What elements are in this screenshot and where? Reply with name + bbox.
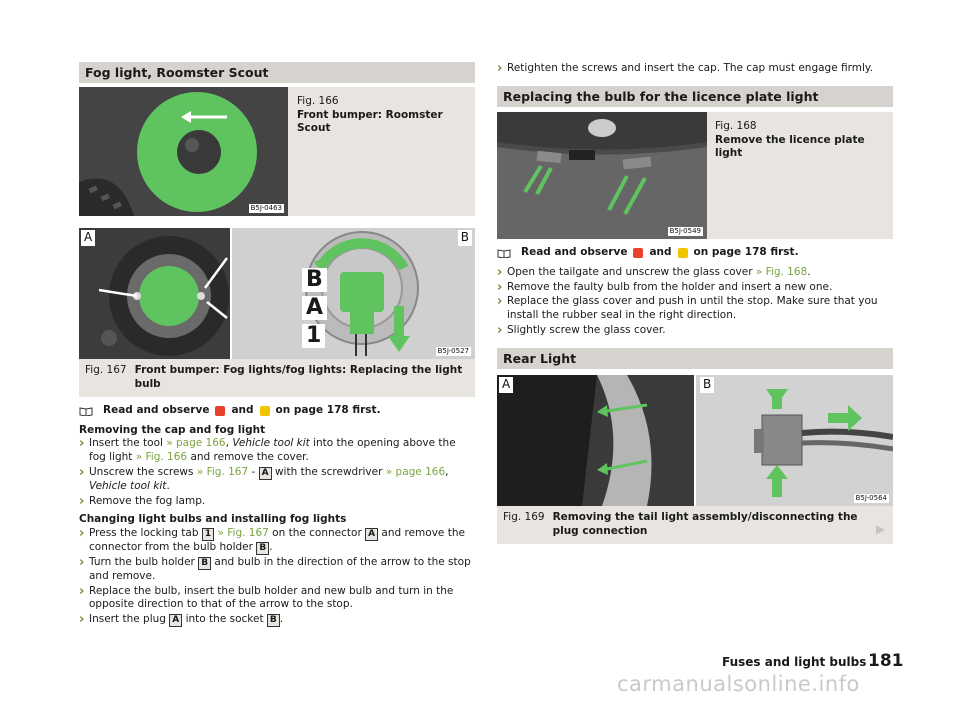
right-column — [497, 62, 893, 544]
figure-166 — [79, 87, 475, 216]
text: . — [807, 265, 811, 278]
fig-168-image — [497, 112, 707, 239]
page-ref-link[interactable]: » page 166 — [166, 437, 226, 450]
tail-light-illustration — [497, 375, 694, 506]
step-press-tab — [79, 527, 475, 555]
fig-168-caption — [715, 120, 893, 161]
subheading-removing: Removing the cap and fog light — [79, 423, 266, 436]
text: Vehicle tool kit — [89, 480, 167, 493]
fig-ref-link[interactable]: » Fig. 167 — [196, 466, 249, 479]
fog-light-illustration — [79, 87, 288, 216]
fig-167-number: Fig. 167 — [85, 364, 127, 376]
label-box: B — [256, 542, 269, 555]
mark-b: B — [302, 268, 327, 292]
step-remove-lamp: › Remove the fog lamp. — [79, 495, 475, 509]
text: and remove the cover. — [190, 451, 309, 464]
mark-1: 1 — [302, 324, 325, 348]
left-column — [79, 62, 475, 628]
note-mid: and — [231, 403, 254, 416]
step-retighten: › Retighten the screws and insert the cap. The cap must engage firmly. — [497, 62, 893, 76]
bulb-holder-illustration — [232, 228, 475, 359]
text: Insert the plug — [89, 613, 166, 626]
text: , — [445, 466, 449, 479]
warning-red-icon — [215, 406, 225, 416]
fig-167-images — [79, 228, 475, 359]
panel-letter-a: A — [499, 377, 513, 393]
fig-ref-link[interactable]: » Fig. 168 — [755, 265, 808, 278]
fig-ref-link[interactable]: » Fig. 166 — [135, 451, 188, 464]
text: Open the tailgate and unscrew the glass cover — [507, 265, 753, 278]
fig-169-title: Removing the tail light assembly/disconnecting the plug connection — [552, 511, 858, 537]
warning-yellow-icon — [678, 248, 688, 258]
read-observe-note — [79, 404, 475, 418]
fig-169-panel-a — [497, 375, 694, 506]
book-icon — [497, 248, 511, 258]
warning-yellow-icon — [260, 406, 270, 416]
step-screw-cover: › Slightly screw the glass cover. — [497, 324, 893, 338]
figure-168 — [497, 112, 893, 239]
watermark: carmanualsonline.info — [617, 672, 860, 696]
step-open-tailgate — [497, 266, 893, 280]
figure-167 — [79, 228, 475, 397]
fig-166-image — [79, 87, 288, 216]
label-box: 1 — [202, 528, 214, 541]
text: Unscrew the screws — [89, 466, 194, 479]
footer-chapter-title: Fuses and light bulbs — [722, 655, 867, 669]
text: . — [166, 480, 170, 493]
step-replace-cover: › Replace the glass cover and push in until the stop. Make sure that you install the rubber seal in the right direction. — [497, 295, 893, 323]
fig-167-panel-b — [232, 228, 475, 359]
text: Turn the bulb holder — [89, 555, 195, 568]
step-replace-bulb: › Replace the bulb, insert the bulb holder and new bulb and turn in the opposite direction to that of the arrow to the stop. — [79, 585, 475, 613]
fig-ref-link[interactable]: » Fig. 167 — [217, 526, 269, 539]
tailgate-illustration — [497, 112, 707, 239]
fig-167-caption — [79, 359, 475, 397]
text: Vehicle tool kit — [232, 437, 310, 450]
fig-169-number: Fig. 169 — [503, 511, 545, 524]
note-suffix: on page 178 first. — [693, 245, 799, 258]
section-title-licence-plate: Replacing the bulb for the licence plate light — [497, 86, 893, 107]
subheading-changing: Changing light bulbs and installing fog lights — [79, 512, 347, 525]
fig-166-number: Fig. 166 — [297, 95, 339, 107]
label-box: A — [259, 467, 272, 480]
note-prefix: Read and observe — [103, 403, 210, 416]
mark-a: A — [302, 296, 327, 320]
read-observe-note — [497, 246, 893, 260]
label-box: B — [267, 614, 280, 627]
text: Press the locking tab — [89, 526, 199, 539]
text: Insert the tool — [89, 437, 163, 450]
text: and remove the connector from the bulb holder — [89, 526, 465, 553]
note-mid: and — [649, 245, 672, 258]
fig-169-caption — [497, 506, 893, 544]
text: on the connector — [272, 526, 362, 539]
text: , — [225, 437, 229, 450]
fig-167-title: Front bumper: Fog lights/fog lights: Replacing the light bulb — [134, 364, 463, 390]
fig-166-title: Front bumper: Roomster Scout — [297, 108, 443, 135]
section-title-fog-light: Fog light, Roomster Scout — [79, 62, 475, 83]
text: and bulb in the direction of the arrow to the stop and remove. — [89, 555, 471, 582]
panel-letter-a: A — [81, 230, 95, 246]
fog-lamp-housing-illustration — [79, 228, 230, 359]
image-code: B5J-0549 — [669, 226, 701, 235]
text: . — [269, 540, 273, 553]
step-insert-tool — [79, 437, 475, 465]
panel-letter-b: B — [458, 230, 472, 246]
text: with the screwdriver — [274, 466, 383, 479]
step-turn-holder — [79, 556, 475, 584]
text: into the opening above the fog light — [89, 437, 456, 464]
note-suffix: on page 178 first. — [275, 403, 381, 416]
image-code: B5J-0463 — [250, 203, 282, 212]
step-unscrew — [79, 466, 475, 494]
figure-169 — [497, 375, 893, 544]
note-prefix: Read and observe — [521, 245, 628, 258]
image-code: B5J-0564 — [855, 493, 887, 502]
fig-166-caption — [297, 95, 475, 136]
page-number: 181 — [868, 651, 904, 671]
fig-168-number: Fig. 168 — [715, 119, 757, 132]
label-box: A — [169, 614, 182, 627]
step-insert-plug — [79, 613, 475, 627]
page-ref-link[interactable]: » page 166 — [385, 466, 446, 479]
text: into the socket — [185, 613, 264, 626]
plug-connector-illustration — [696, 375, 893, 506]
warning-red-icon — [633, 248, 643, 258]
fig-168-title: Remove the licence plate light — [715, 133, 865, 160]
continue-arrow-icon: ▶ — [876, 522, 886, 536]
label-box: B — [198, 557, 211, 570]
label-box: A — [365, 528, 378, 541]
fig-169-images — [497, 375, 893, 506]
panel-letter-b: B — [700, 377, 714, 393]
text: - — [251, 466, 256, 479]
image-code: B5J-0527 — [437, 346, 469, 355]
fig-167-panel-a — [79, 228, 230, 359]
book-icon — [79, 406, 93, 416]
step-remove-bulb: › Remove the faulty bulb from the holder and insert a new one. — [497, 281, 893, 295]
section-title-rear-light: Rear Light — [497, 348, 893, 369]
text: . — [279, 613, 284, 626]
fig-169-panel-b — [696, 375, 893, 506]
